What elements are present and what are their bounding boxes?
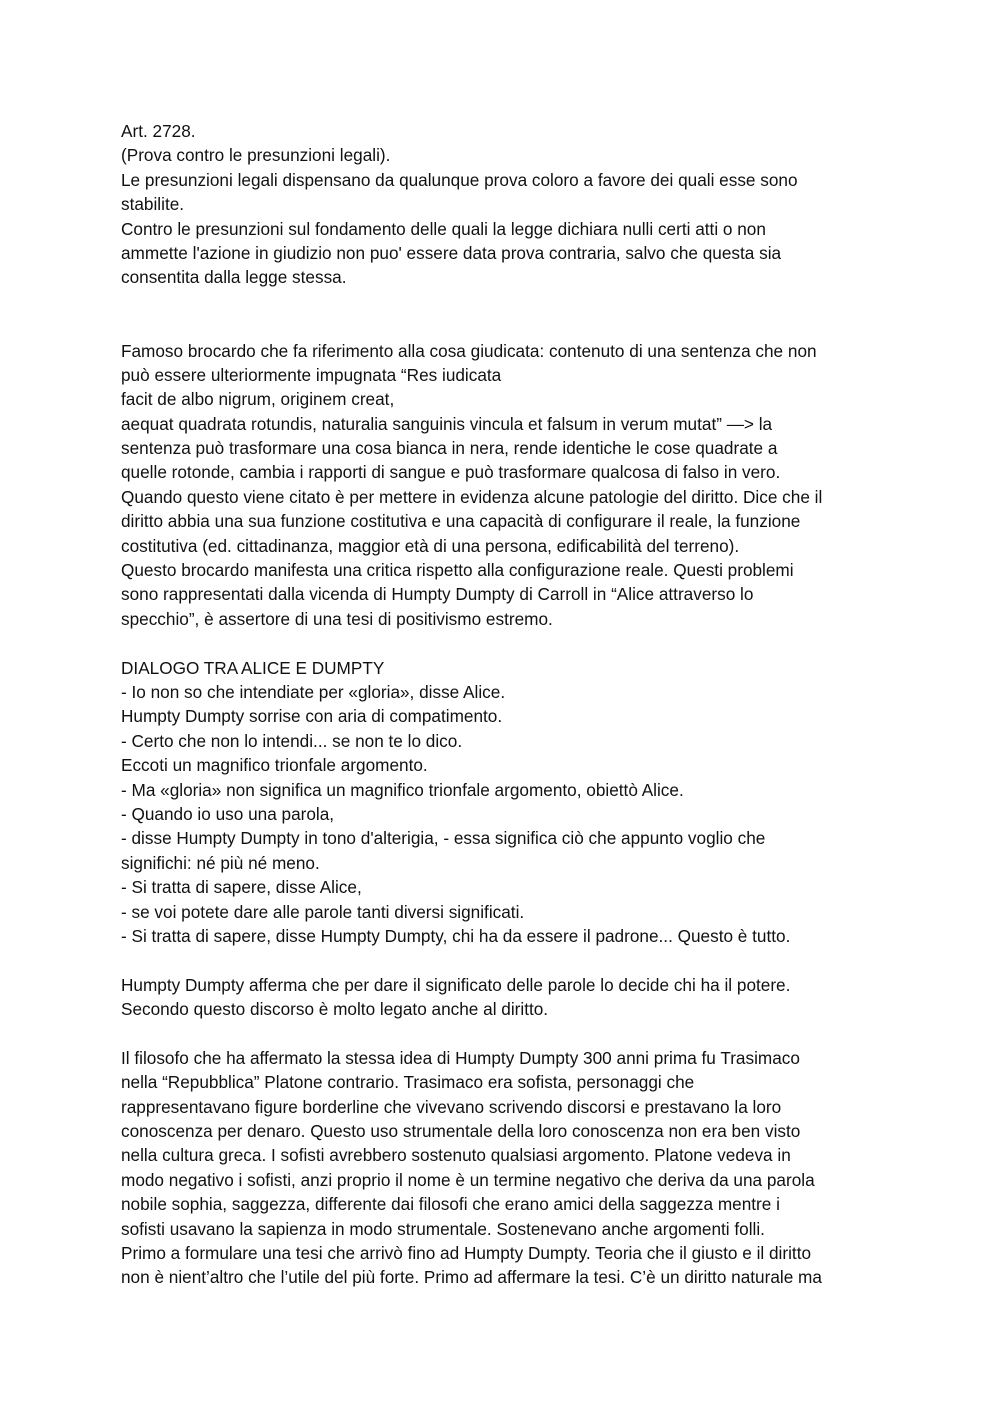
text-line: Il filosofo che ha affermato la stessa idea di Humpty Dumpty 300 anni prima fu Trasimaco	[121, 1047, 800, 1068]
text-line: conoscenza per denaro. Questo uso strumentale della loro conoscenza non era ben visto	[121, 1121, 801, 1142]
text-line: facit de albo nigrum, originem creat,	[121, 389, 395, 410]
text-line: può essere ulteriormente impugnata “Res iudicata	[121, 364, 502, 385]
dialogue-line: - disse Humpty Dumpty in tono d'alterigia, - essa significa ciò che appunto voglio che	[121, 828, 766, 849]
text-line: costitutiva (ed. cittadinanza, maggior età di una persona, edificabilità del terreno).	[121, 535, 740, 556]
article-section	[121, 119, 881, 290]
dialogo-section	[121, 656, 881, 949]
dialogue-line: - Si tratta di sapere, disse Alice,	[121, 877, 362, 898]
dialogue-line: - Io non so che intendiate per «gloria», disse Alice.	[121, 682, 506, 702]
spacer	[121, 290, 881, 339]
text-line: Le presunzioni legali dispensano da qualunque prova coloro a favore dei quali esse sono	[121, 169, 798, 190]
text-line: Quando questo viene citato è per mettere in evidenza alcune patologie del diritto. Dice che il	[121, 486, 823, 507]
text-line: nella cultura greca. I sofisti avrebbero sostenuto qualsiasi argomento. Platone vedeva in	[121, 1145, 791, 1166]
text-line: quelle rotonde, cambia i rapporti di sangue e può trasformare qualcosa di falso in vero.	[121, 462, 781, 483]
text-line: rappresentavano figure borderline che vivevano scrivendo discorsi e prestavano la loro	[121, 1096, 782, 1117]
spacer	[121, 1021, 881, 1045]
text-line: Questo brocardo manifesta una critica rispetto alla configurazione reale. Questi problemi	[121, 560, 794, 581]
text-line: sono rappresentati dalla vicenda di Humpty Dumpty di Carroll in “Alice attraverso lo	[121, 584, 754, 605]
text-line: aequat quadrata rotundis, naturalia sanguinis vincula et falsum in verum mutat” —> la	[121, 413, 773, 434]
text-line: Humpty Dumpty afferma che per dare il significato delle parole lo decide chi ha il potere.	[121, 974, 791, 995]
spacer	[121, 948, 881, 972]
spacer	[121, 631, 881, 655]
commento-section	[121, 973, 881, 1022]
text-line: ammette l'azione in giudizio non puo' essere data prova contraria, salvo che questa sia	[121, 242, 782, 263]
dialogue-line: - Si tratta di sapere, disse Humpty Dumpty, chi ha da essere il padrone... Questo è tutto.	[121, 925, 791, 946]
text-line: sentenza può trasformare una cosa bianca in nera, rende identiche le cose quadrate a	[121, 438, 778, 459]
dialogue-line: significhi: né più né meno.	[121, 852, 320, 873]
article-title: (Prova contro le presunzioni legali).	[121, 145, 391, 166]
brocardo-section	[121, 339, 881, 632]
trasimaco-section	[121, 1046, 881, 1290]
text-line: sofisti usavano la sapienza in modo strumentale. Sostenevano anche argomenti folli.	[121, 1218, 765, 1239]
section-heading: DIALOGO TRA ALICE E DUMPTY	[121, 657, 385, 678]
text-line: diritto abbia una sua funzione costitutiva e una capacità di configurare il reale, la funzione	[121, 511, 801, 532]
dialogue-line: - Certo che non lo intendi... se non te lo dico.	[121, 730, 463, 751]
dialogue-line: Eccoti un magnifico trionfale argomento.	[121, 755, 428, 776]
text-line: Secondo questo discorso è molto legato anche al diritto.	[121, 999, 549, 1020]
article-number: Art. 2728.	[121, 121, 196, 141]
text-line: specchio”, è assertore di una tesi di positivismo estremo.	[121, 608, 553, 629]
text-line: stabilite.	[121, 194, 185, 215]
document-page	[121, 119, 881, 1290]
text-line: Primo a formulare una tesi che arrivò fino ad Humpty Dumpty. Teoria che il giusto e il diritto	[121, 1242, 812, 1263]
text-line: consentita dalla legge stessa.	[121, 267, 347, 288]
text-line: nella “Repubblica” Platone contrario. Trasimaco era sofista, personaggi che	[121, 1072, 695, 1093]
text-line: modo negativo i sofisti, anzi proprio il nome è un termine negativo che deriva da una parola	[121, 1169, 815, 1190]
dialogue-line: Humpty Dumpty sorrise con aria di compatimento.	[121, 706, 503, 727]
text-line: Famoso brocardo che fa riferimento alla cosa giudicata: contenuto di una sentenza che non	[121, 340, 817, 361]
text-line: Contro le presunzioni sul fondamento delle quali la legge dichiara nulli certi atti o non	[121, 218, 766, 239]
dialogue-line: - Ma «gloria» non significa un magnifico trionfale argomento, obiettò Alice.	[121, 779, 684, 800]
text-line: nobile sophia, saggezza, differente dai filosofi che erano amici della saggezza mentre i	[121, 1194, 780, 1215]
text-line: non è nient’altro che l’utile del più forte. Primo ad affermare la tesi. C’è un diritto naturale ma	[121, 1267, 822, 1288]
dialogue-line: - se voi potete dare alle parole tanti diversi significati.	[121, 901, 525, 922]
dialogue-line: - Quando io uso una parola,	[121, 803, 335, 824]
